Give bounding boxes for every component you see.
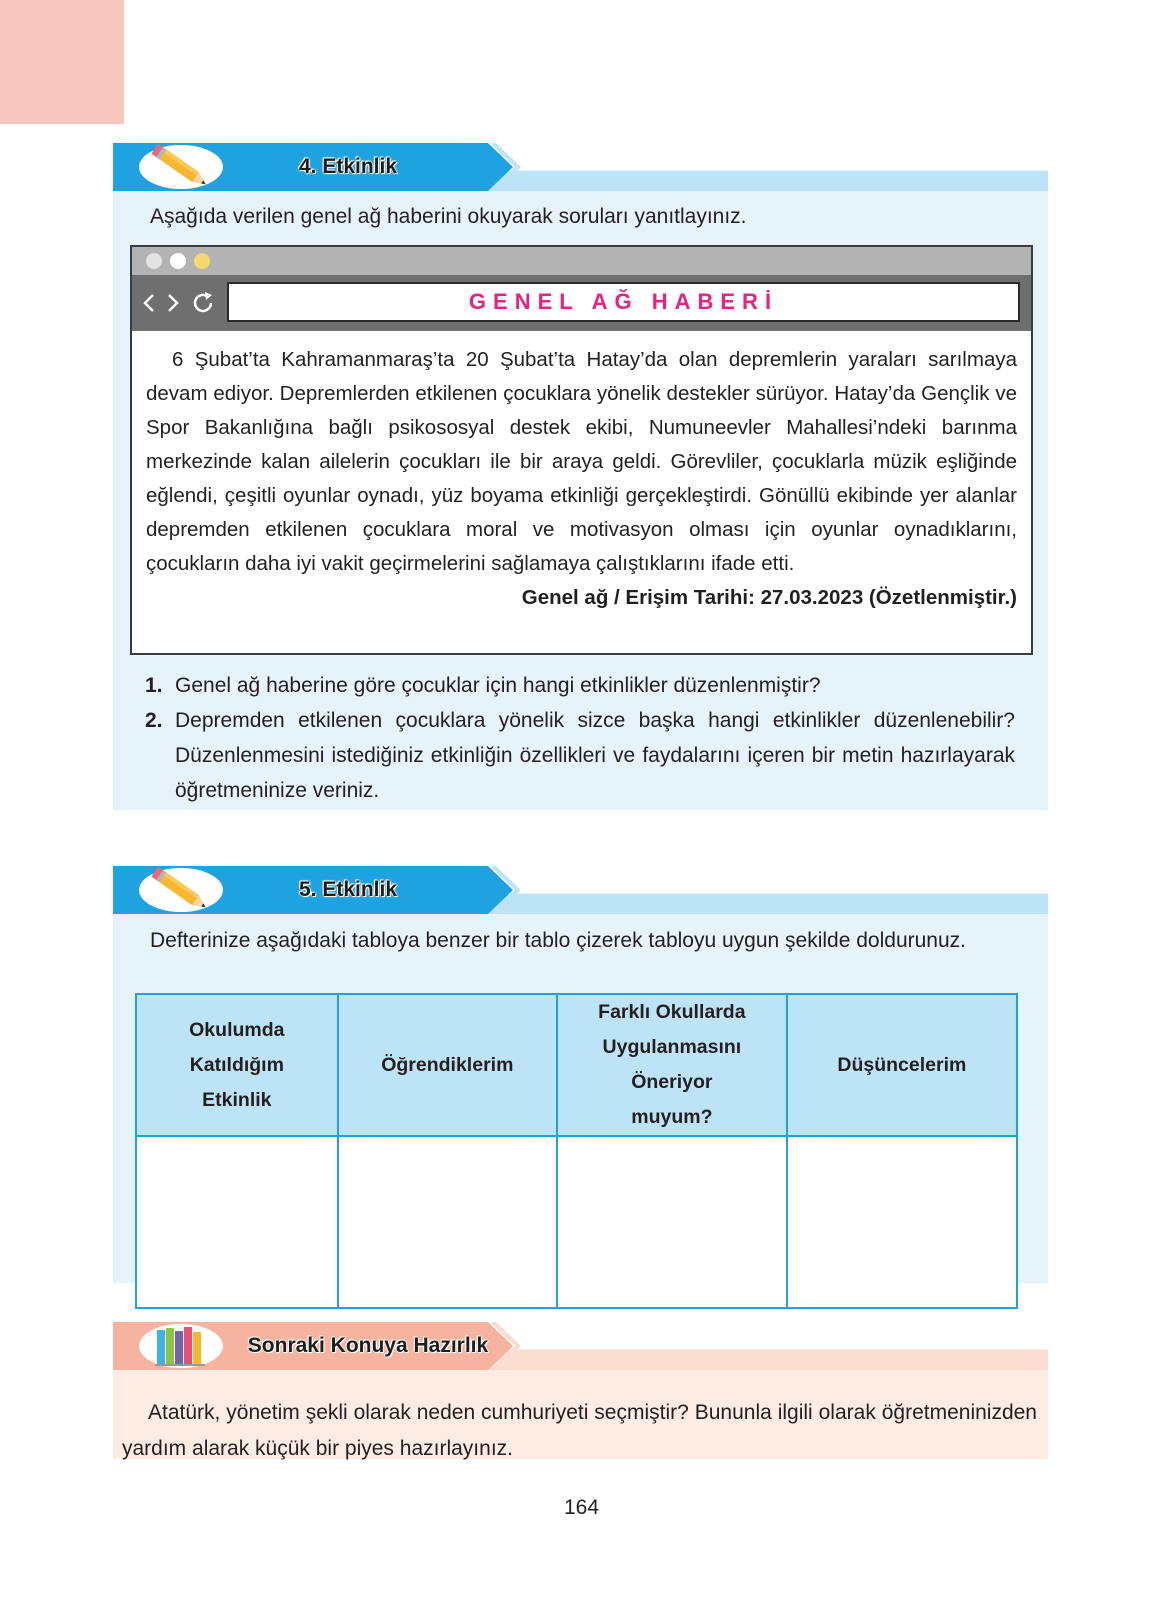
news-article-text: 6 Şubat’ta Kahramanmaraş’ta 20 Şubat’ta Hatay’da olan depremlerin yaraları sarılmaya devam ediyor. Depremlerden etkilenen çocuklara yönelik destekler sürüyor. Hatay’da Gençlik ve Spor Bakanlığına bağlı psikososyal destek ekibi, Numuneevler Mahallesi’ndeki barınma merkezinde kalan ailelerin çocukları ile bir araya geldi. Görevliler, çocuklarla müzik eşliğinde eğlendi, çeşitli oyunlar oynadı, yüz boyama etkinliği gerçekleştirdi. Gönüllü ekibinde yer alanlar depremden etkilenen çocuklara moral ve motivasyon olması için oyunlar oynadıklarını, çocukların daha iyi vakit geçirmelerini sağlamaya çalıştıklarını ifade etti.: [146, 348, 1017, 575]
activity5-title: 5. Etkinlik: [298, 878, 398, 901]
window-dot-yellow: [194, 253, 210, 269]
table-empty-cell: [557, 1136, 787, 1308]
activity4-questions: [145, 668, 1015, 808]
table-header-cell: Düşüncelerim: [787, 994, 1017, 1136]
table-empty-cell: [787, 1136, 1017, 1308]
browser-titlebar: [132, 247, 1031, 275]
reload-icon: [190, 290, 216, 316]
back-arrow-icon: [142, 292, 156, 314]
table-header-cell: Farklı Okullarda Uygulanmasını Öneriyor muyum?: [557, 994, 787, 1136]
browser-navbar: [132, 275, 1031, 331]
books-icon: [133, 1324, 223, 1368]
activity4-banner: [113, 143, 1048, 191]
news-source: Genel ağ / Erişim Tarihi: 27.03.2023 (Özetlenmiştir.): [521, 586, 1017, 609]
activity-table: [135, 993, 1018, 1309]
window-dot-grey: [146, 253, 162, 269]
question-number: 2.: [145, 709, 163, 732]
news-article: [132, 331, 1031, 581]
activity4-title: 4. Etkinlik: [298, 155, 398, 178]
table-empty-cell: [338, 1136, 557, 1308]
page-corner-tab: [0, 0, 124, 124]
page-number: 164: [563, 1496, 600, 1519]
next-topic-text: [122, 1395, 1037, 1467]
next-topic-banner: [113, 1322, 1048, 1370]
question-text: Depremden etkilenen çocuklara yönelik sizce başka hangi etkinlikler düzenlenebilir? Düzenlenmesini istediğiniz etkinliğin özellikleri ve faydalarını içeren bir metin hazırlayarak öğretmeninize veriniz.: [175, 709, 1015, 802]
window-dot-white: [170, 253, 186, 269]
table-empty-cell: [136, 1136, 338, 1308]
table-header-row: [136, 994, 1017, 1136]
forward-arrow-icon: [166, 292, 180, 314]
activity5-banner: [113, 866, 1048, 914]
table-header-cell: Okulumda Katıldığım Etkinlik: [136, 994, 338, 1136]
question-item: [145, 668, 1015, 703]
table-row: [136, 1136, 1017, 1308]
activity5-intro: Defterinize aşağıdaki tabloya benzer bir tablo çizerek tabloyu uygun şekilde doldurunuz.: [150, 929, 966, 952]
activity4-intro: Aşağıda verilen genel ağ haberini okuyarak soruları yanıtlayınız.: [150, 205, 747, 228]
news-browser-window: [130, 245, 1033, 655]
question-text: Genel ağ haberine göre çocuklar için hangi etkinlikler düzenlenmiştir?: [175, 674, 821, 697]
question-number: 1.: [145, 674, 163, 697]
question-item: [145, 703, 1015, 808]
next-topic-text-body: Atatürk, yönetim şekli olarak neden cumhuriyeti seçmiştir? Bununla ilgili olarak öğretmeninizden yardım alarak küçük bir piyes hazırlayınız.: [122, 1401, 1037, 1460]
table-header-cell: Öğrendiklerim: [338, 994, 557, 1136]
next-topic-title: Sonraki Konuya Hazırlık: [247, 1334, 489, 1357]
news-headline-bar: GENEL AĞ HABERİ: [227, 282, 1020, 322]
